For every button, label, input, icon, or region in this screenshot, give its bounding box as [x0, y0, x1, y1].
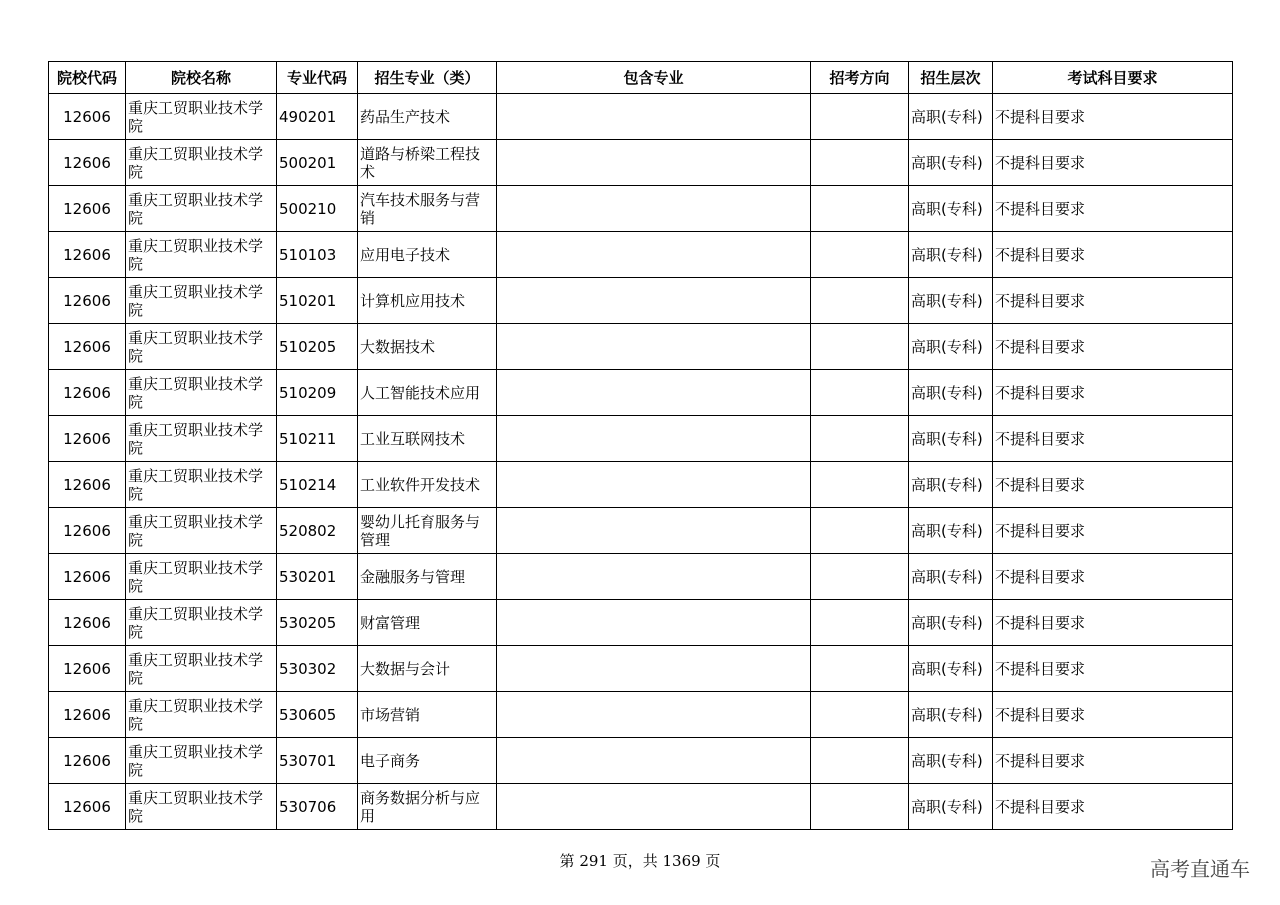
table-row	[49, 94, 1233, 140]
header-row	[49, 62, 1233, 94]
cell-direction	[811, 508, 909, 554]
cell-included-majors	[497, 692, 811, 738]
cell-included-majors	[497, 94, 811, 140]
cell-direction	[811, 784, 909, 830]
cell-level: 高职(专科)	[909, 324, 993, 370]
table-body	[49, 94, 1233, 830]
cell-major-code: 510211	[277, 416, 358, 462]
cell-major-code: 490201	[277, 94, 358, 140]
cell-level: 高职(专科)	[909, 508, 993, 554]
header-level: 招生层次	[909, 62, 993, 94]
table-row	[49, 324, 1233, 370]
table-row	[49, 140, 1233, 186]
cell-included-majors	[497, 784, 811, 830]
cell-requirement: 不提科目要求	[993, 324, 1233, 370]
cell-major: 商务数据分析与应用	[358, 784, 497, 830]
cell-school-code: 12606	[49, 416, 126, 462]
table-row	[49, 738, 1233, 784]
cell-requirement: 不提科目要求	[993, 278, 1233, 324]
cell-major: 应用电子技术	[358, 232, 497, 278]
cell-level: 高职(专科)	[909, 278, 993, 324]
cell-major: 道路与桥梁工程技术	[358, 140, 497, 186]
cell-requirement: 不提科目要求	[993, 784, 1233, 830]
cell-major: 财富管理	[358, 600, 497, 646]
cell-major: 婴幼儿托育服务与管理	[358, 508, 497, 554]
cell-school-code: 12606	[49, 692, 126, 738]
cell-direction	[811, 278, 909, 324]
cell-level: 高职(专科)	[909, 416, 993, 462]
cell-school-name: 重庆工贸职业技术学院	[126, 232, 277, 278]
cell-requirement: 不提科目要求	[993, 232, 1233, 278]
cell-school-code: 12606	[49, 324, 126, 370]
cell-requirement: 不提科目要求	[993, 554, 1233, 600]
cell-direction	[811, 370, 909, 416]
cell-major-code: 530201	[277, 554, 358, 600]
cell-major-code: 520802	[277, 508, 358, 554]
cell-level: 高职(专科)	[909, 738, 993, 784]
cell-school-code: 12606	[49, 738, 126, 784]
table-row	[49, 416, 1233, 462]
cell-school-name: 重庆工贸职业技术学院	[126, 186, 277, 232]
cell-school-name: 重庆工贸职业技术学院	[126, 94, 277, 140]
header-school-code: 院校代码	[49, 62, 126, 94]
cell-school-code: 12606	[49, 278, 126, 324]
cell-level: 高职(专科)	[909, 94, 993, 140]
cell-school-name: 重庆工贸职业技术学院	[126, 738, 277, 784]
cell-direction	[811, 600, 909, 646]
cell-level: 高职(专科)	[909, 554, 993, 600]
cell-major-code: 510201	[277, 278, 358, 324]
cell-included-majors	[497, 462, 811, 508]
cell-included-majors	[497, 370, 811, 416]
cell-requirement: 不提科目要求	[993, 692, 1233, 738]
cell-direction	[811, 140, 909, 186]
cell-level: 高职(专科)	[909, 646, 993, 692]
cell-requirement: 不提科目要求	[993, 370, 1233, 416]
cell-major-code: 530706	[277, 784, 358, 830]
cell-school-name: 重庆工贸职业技术学院	[126, 646, 277, 692]
cell-school-name: 重庆工贸职业技术学院	[126, 140, 277, 186]
cell-requirement: 不提科目要求	[993, 600, 1233, 646]
cell-level: 高职(专科)	[909, 692, 993, 738]
page-number: 第 291 页，共 1369 页	[559, 852, 721, 870]
cell-major: 人工智能技术应用	[358, 370, 497, 416]
table-row	[49, 646, 1233, 692]
cell-requirement: 不提科目要求	[993, 462, 1233, 508]
cell-level: 高职(专科)	[909, 370, 993, 416]
cell-included-majors	[497, 646, 811, 692]
table-row	[49, 278, 1233, 324]
cell-school-name: 重庆工贸职业技术学院	[126, 508, 277, 554]
cell-included-majors	[497, 278, 811, 324]
cell-direction	[811, 462, 909, 508]
cell-included-majors	[497, 140, 811, 186]
cell-major-code: 510214	[277, 462, 358, 508]
table-row	[49, 186, 1233, 232]
cell-major-code: 510103	[277, 232, 358, 278]
header-direction: 招考方向	[811, 62, 909, 94]
cell-major: 计算机应用技术	[358, 278, 497, 324]
header-requirement: 考试科目要求	[993, 62, 1233, 94]
cell-major: 大数据技术	[358, 324, 497, 370]
cell-level: 高职(专科)	[909, 232, 993, 278]
cell-school-name: 重庆工贸职业技术学院	[126, 554, 277, 600]
table-row	[49, 462, 1233, 508]
cell-major-code: 530701	[277, 738, 358, 784]
cell-school-name: 重庆工贸职业技术学院	[126, 462, 277, 508]
cell-level: 高职(专科)	[909, 140, 993, 186]
cell-major-code: 530605	[277, 692, 358, 738]
cell-included-majors	[497, 600, 811, 646]
cell-included-majors	[497, 324, 811, 370]
cell-direction	[811, 646, 909, 692]
cell-requirement: 不提科目要求	[993, 646, 1233, 692]
cell-school-code: 12606	[49, 232, 126, 278]
header-major: 招生专业（类）	[358, 62, 497, 94]
header-school-name: 院校名称	[126, 62, 277, 94]
cell-major: 电子商务	[358, 738, 497, 784]
cell-school-code: 12606	[49, 186, 126, 232]
header-included-majors: 包含专业	[497, 62, 811, 94]
cell-school-code: 12606	[49, 508, 126, 554]
header-major-code: 专业代码	[277, 62, 358, 94]
cell-major: 金融服务与管理	[358, 554, 497, 600]
cell-school-code: 12606	[49, 94, 126, 140]
cell-level: 高职(专科)	[909, 186, 993, 232]
cell-direction	[811, 232, 909, 278]
cell-school-code: 12606	[49, 370, 126, 416]
cell-direction	[811, 738, 909, 784]
table-row	[49, 232, 1233, 278]
cell-requirement: 不提科目要求	[993, 416, 1233, 462]
table-row	[49, 600, 1233, 646]
cell-requirement: 不提科目要求	[993, 140, 1233, 186]
cell-school-name: 重庆工贸职业技术学院	[126, 370, 277, 416]
cell-school-name: 重庆工贸职业技术学院	[126, 784, 277, 830]
cell-included-majors	[497, 554, 811, 600]
cell-major-code: 510205	[277, 324, 358, 370]
cell-school-name: 重庆工贸职业技术学院	[126, 324, 277, 370]
cell-school-name: 重庆工贸职业技术学院	[126, 416, 277, 462]
cell-major: 汽车技术服务与营销	[358, 186, 497, 232]
cell-major: 工业互联网技术	[358, 416, 497, 462]
cell-level: 高职(专科)	[909, 600, 993, 646]
cell-level: 高职(专科)	[909, 462, 993, 508]
cell-included-majors	[497, 508, 811, 554]
table-row	[49, 370, 1233, 416]
admission-table	[48, 61, 1233, 830]
cell-major-code: 530205	[277, 600, 358, 646]
cell-school-code: 12606	[49, 554, 126, 600]
cell-school-code: 12606	[49, 462, 126, 508]
admission-table-sheet	[48, 61, 1232, 830]
cell-direction	[811, 416, 909, 462]
cell-direction	[811, 324, 909, 370]
cell-major-code: 530302	[277, 646, 358, 692]
cell-requirement: 不提科目要求	[993, 186, 1233, 232]
cell-school-code: 12606	[49, 140, 126, 186]
cell-school-name: 重庆工贸职业技术学院	[126, 278, 277, 324]
table-row	[49, 692, 1233, 738]
watermark: 高考直通车	[1150, 857, 1250, 881]
table-row	[49, 554, 1233, 600]
cell-requirement: 不提科目要求	[993, 94, 1233, 140]
cell-direction	[811, 692, 909, 738]
cell-requirement: 不提科目要求	[993, 738, 1233, 784]
cell-requirement: 不提科目要求	[993, 508, 1233, 554]
cell-included-majors	[497, 416, 811, 462]
cell-school-code: 12606	[49, 784, 126, 830]
cell-school-code: 12606	[49, 600, 126, 646]
cell-school-name: 重庆工贸职业技术学院	[126, 600, 277, 646]
table-row	[49, 784, 1233, 830]
cell-level: 高职(专科)	[909, 784, 993, 830]
cell-major-code: 500201	[277, 140, 358, 186]
cell-direction	[811, 554, 909, 600]
cell-direction	[811, 94, 909, 140]
cell-major: 工业软件开发技术	[358, 462, 497, 508]
cell-included-majors	[497, 738, 811, 784]
cell-included-majors	[497, 232, 811, 278]
cell-major: 市场营销	[358, 692, 497, 738]
cell-school-name: 重庆工贸职业技术学院	[126, 692, 277, 738]
cell-included-majors	[497, 186, 811, 232]
cell-school-code: 12606	[49, 646, 126, 692]
cell-major: 大数据与会计	[358, 646, 497, 692]
cell-major-code: 500210	[277, 186, 358, 232]
cell-direction	[811, 186, 909, 232]
cell-major-code: 510209	[277, 370, 358, 416]
cell-major: 药品生产技术	[358, 94, 497, 140]
table-row	[49, 508, 1233, 554]
